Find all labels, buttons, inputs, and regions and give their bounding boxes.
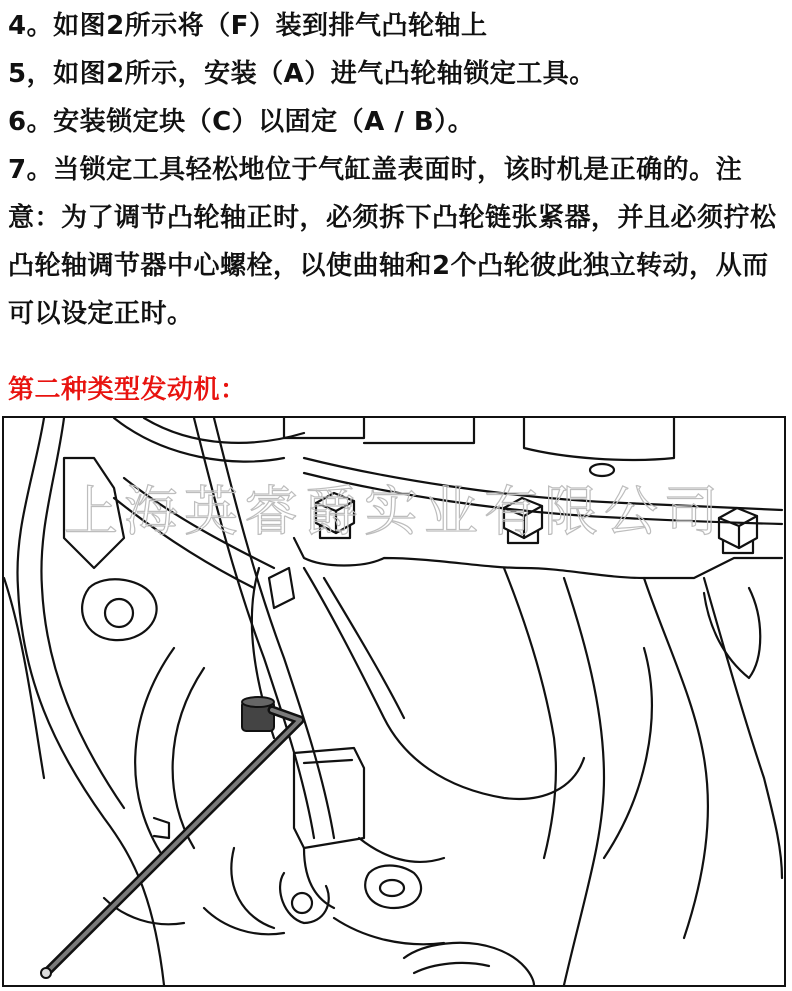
section-title: 第二种类型发动机： xyxy=(8,375,247,405)
instruction-step-4: 4。如图2所示将（F）装到排气凸轮轴上 xyxy=(8,11,488,41)
engine-figure xyxy=(2,416,786,987)
instruction-step-7: 7。当锁定工具轻松地位于气缸盖表面时，该时机是正确的。注意：为了调节凸轮轴正时，必须拆下凸轮链张紧器，并且必须拧松凸轮轴调节器中心螺栓，以使曲轴和2个凸轮彼此独立转动，从而可以设定正时。 xyxy=(8,155,777,329)
hex-key-icon xyxy=(41,710,300,978)
instructions xyxy=(8,2,786,338)
watermark-text: 上海英睿爵实业有限公司 xyxy=(64,480,724,543)
instruction-step-6: 6。安装锁定块（C）以固定（A / B）。 xyxy=(8,107,475,137)
engine-line-drawing xyxy=(4,418,784,985)
locking-tool-icon xyxy=(242,697,274,731)
instruction-step-5: 5，如图2所示，安装（A）进气凸轮轴锁定工具。 xyxy=(8,59,596,89)
